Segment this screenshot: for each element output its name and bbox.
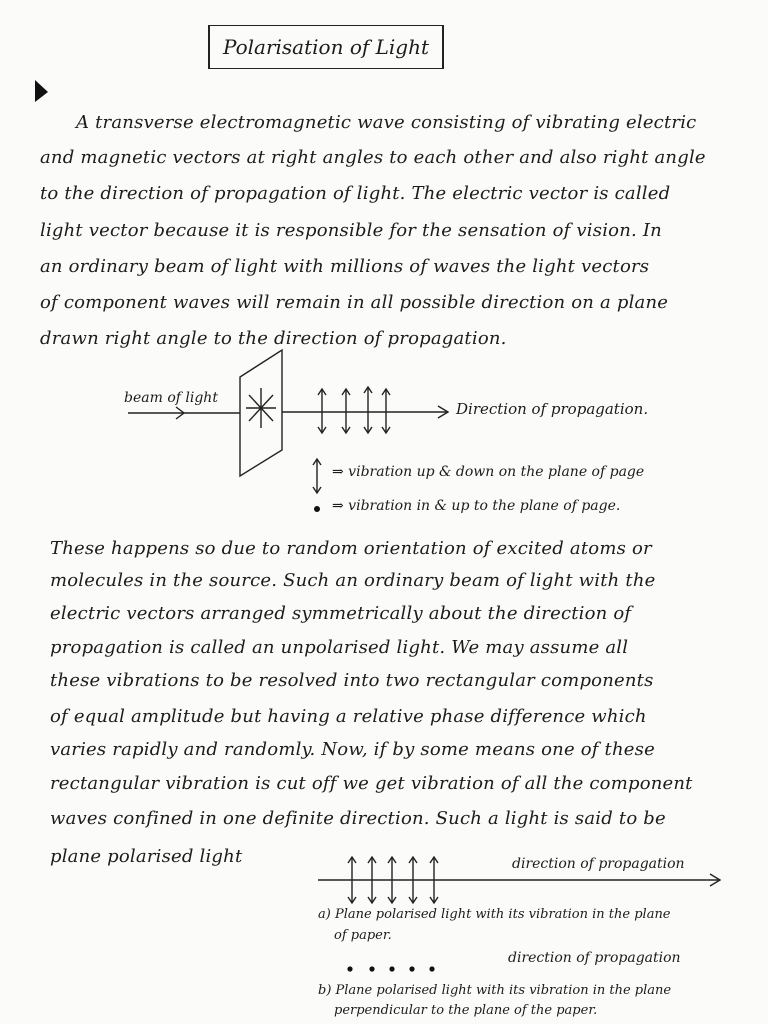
- para2-line-2: molecules in the source. Such an ordinary beam of light with the: [50, 570, 656, 591]
- intro-line-6: of component waves will remain in all possible direction on a plane: [40, 292, 669, 313]
- intro-line-5: an ordinary beam of light with millions of waves the light vectors: [40, 256, 650, 277]
- direction-label-a: direction of propagation: [512, 856, 685, 872]
- para2-line-9: waves confined in one definite direction. Such a light is said to be: [50, 808, 666, 829]
- intro-line-3: to the direction of propagation of light. The electric vector is called: [40, 183, 671, 204]
- intro-line-4: light vector because it is responsible for the sensation of vision. In: [40, 220, 662, 241]
- bullet-marker-icon: [35, 80, 48, 102]
- para2-line-1: These happens so due to random orientation of excited atoms or: [50, 538, 652, 559]
- para2-line-8: rectangular vibration is cut off we get vibration of all the component: [50, 773, 693, 794]
- caption-a-line-2: of paper.: [334, 928, 392, 943]
- caption-a-line-1: a) Plane polarised light with its vibration in the plane: [318, 907, 671, 922]
- direction-label-b: direction of propagation: [508, 950, 681, 966]
- beam-label: beam of light: [124, 390, 218, 406]
- direction-label-1: Direction of propagation.: [456, 400, 649, 418]
- legend-text-2: ⇒ vibration in & up to the plane of page.: [332, 498, 621, 514]
- legend-dot-icon: [314, 506, 320, 512]
- intro-line-2: and magnetic vectors at right angles to each other and also right angle: [40, 147, 706, 168]
- para2-line-3: electric vectors arranged symmetrically about the direction of: [50, 603, 632, 624]
- plane-polarised-diagram-b: [347, 966, 434, 971]
- vibration-star-icon: [246, 388, 276, 428]
- para2-line-4: propagation is called an unpolarised light. We may assume all: [50, 637, 629, 658]
- para2-line-5: these vibrations to be resolved into two rectangular components: [50, 670, 654, 691]
- page-title-text: Polarisation of Light: [222, 35, 430, 59]
- vibration-arrows: [318, 387, 390, 433]
- legend-text-1: ⇒ vibration up & down on the plane of page: [332, 464, 645, 480]
- para2-line-10: plane polarised light: [50, 846, 243, 867]
- intro-line-1: A transverse electromagnetic wave consisting of vibrating electric: [76, 112, 697, 133]
- caption-b-line-1: b) Plane polarised light with its vibration in the plane: [318, 983, 672, 998]
- para2-line-6: of equal amplitude but having a relative phase difference which: [50, 706, 647, 727]
- caption-b-line-2: perpendicular to the plane of the paper.: [334, 1003, 598, 1018]
- intro-line-7: drawn right angle to the direction of propagation.: [40, 328, 507, 349]
- para2-line-7: varies rapidly and randomly. Now, if by some means one of these: [50, 739, 655, 760]
